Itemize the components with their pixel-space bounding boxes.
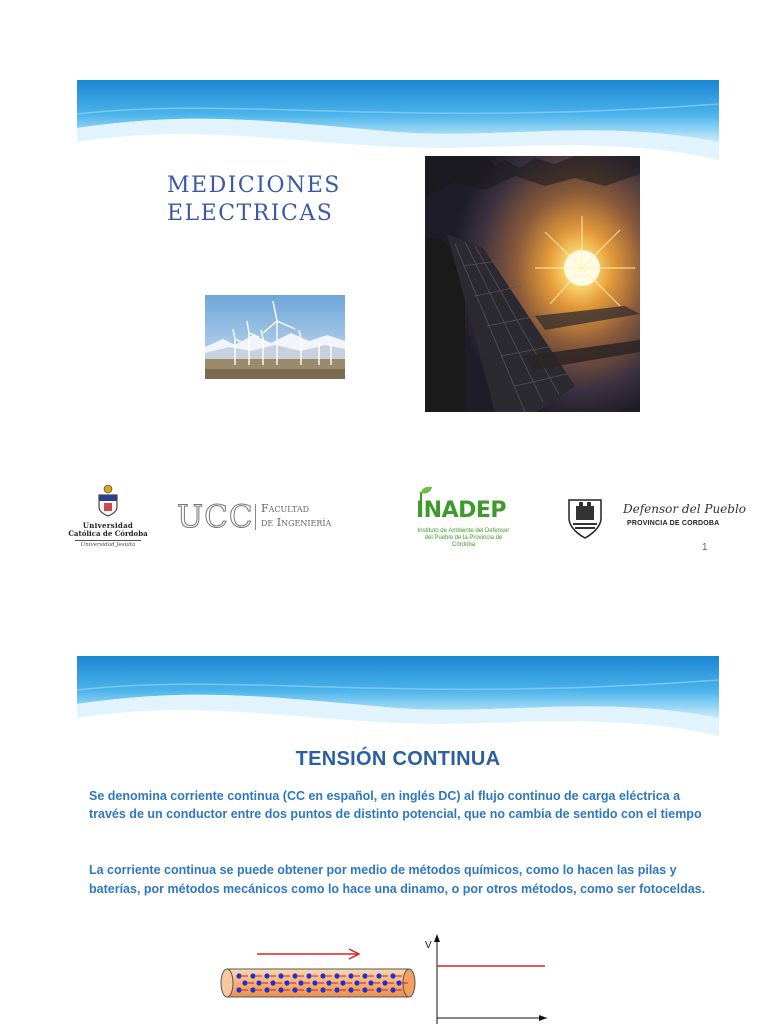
electron-dot [340, 980, 345, 985]
cordoba-shield-icon [567, 496, 603, 540]
electron-dot [348, 987, 353, 992]
voltage-graph [425, 934, 547, 1024]
ucc-crest-icon [95, 483, 121, 517]
wind-turbines-photo [205, 295, 345, 379]
electron-dot [292, 987, 297, 992]
electron-dot [298, 980, 303, 985]
electron-dot [326, 980, 331, 985]
electron-dot [284, 980, 289, 985]
electron-dot [270, 980, 275, 985]
definition-paragraph: Se denomina corriente continua (CC en español, en inglés DC) al flujo continuo de carga eléctrica a través de un conductor entre dos puntos de distinto potencial, que no cambia de sentido con el tiempo [89, 789, 702, 821]
electron-dot [264, 987, 269, 992]
slide-header-banner [77, 656, 719, 736]
facultad-ingenieria-logo [177, 498, 362, 538]
inadep-subtitle: Instituto de Ambiente del Defensor del Pueblo de la Provincia de Córdoba [417, 528, 510, 548]
defensor-del-pueblo-logo [567, 496, 747, 546]
electron-dot [376, 987, 381, 992]
methods-paragraph: La corriente continua se puede obtener por medio de métodos químicos, como lo hacen las pilas y baterías, por métodos mecánicos como lo hace una dinamo, o por otros métodos, como ser fotoceldas. [89, 863, 706, 896]
slide-title: TENSIÓN CONTINUA [295, 748, 501, 770]
electron-dot [390, 973, 395, 978]
electron-dot [396, 980, 401, 985]
ucc-university-logo [65, 483, 151, 559]
electron-dot [250, 987, 255, 992]
ucc-name-line1: Universidad [82, 521, 134, 530]
electron-dot [250, 973, 255, 978]
electron-dot [306, 987, 311, 992]
inadep-name: INADEP [416, 498, 507, 523]
slide-header-banner [77, 80, 719, 160]
electron-dot [334, 987, 339, 992]
electron-dot [376, 973, 381, 978]
electron-dot [382, 980, 387, 985]
ucc-wordmark: UCC [177, 499, 254, 535]
electron-dot [292, 973, 297, 978]
electron-dot [320, 973, 325, 978]
defensor-script-name: Defensor del Pueblo [623, 502, 747, 516]
electron-dot [320, 987, 325, 992]
solar-panels-sunset-photo [425, 156, 640, 412]
electron-dot [236, 973, 241, 978]
electron-dot [306, 973, 311, 978]
slide-1 [68, 80, 747, 580]
electron-dot [348, 973, 353, 978]
electron-dot [362, 987, 367, 992]
electron-dot [334, 973, 339, 978]
facultad-name: Facultad de Ingeniería [261, 502, 332, 529]
inadep-logo [412, 486, 512, 556]
electron-dot [236, 987, 241, 992]
electron-dot [242, 980, 247, 985]
electron-dot [278, 987, 283, 992]
electron-dot [256, 980, 261, 985]
electron-dot [390, 987, 395, 992]
ucc-name-line2: Católica de Córdoba [68, 529, 148, 538]
electron-dot [264, 973, 269, 978]
logo-divider [255, 504, 256, 530]
electron-dot [362, 973, 367, 978]
electron-dot [368, 980, 373, 985]
defensor-province: PROVINCIA DE CORDOBA [627, 520, 720, 527]
electron-dot [278, 973, 283, 978]
presentation-title: MEDICIONES ELECTRICAS [167, 173, 341, 226]
electron-dot [312, 980, 317, 985]
dc-current-diagram [217, 926, 557, 1024]
ucc-motto: Universidad Jesuita [75, 540, 141, 550]
page-number: 1 [702, 542, 708, 553]
current-direction-arrow [257, 949, 359, 959]
voltage-axis-label: V [425, 940, 432, 951]
slide-2 [77, 656, 719, 1024]
electron-dot [354, 980, 359, 985]
